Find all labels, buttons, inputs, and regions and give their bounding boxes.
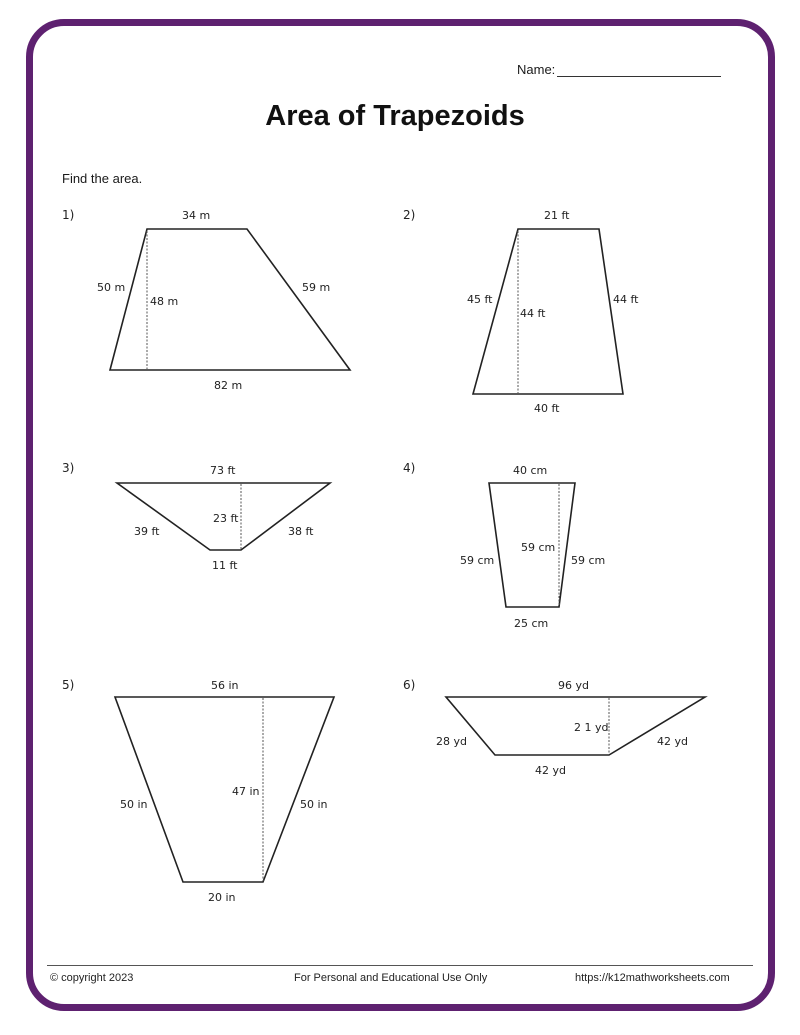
height-label: 47 in <box>232 785 260 798</box>
height-label: 2 1 yd <box>574 721 609 734</box>
top-base-label: 96 yd <box>558 679 589 692</box>
left-side-label: 50 in <box>120 798 148 811</box>
right-side-label: 59 cm <box>571 554 606 567</box>
trapezoid-2 <box>473 229 623 394</box>
top-base-label: 73 ft <box>210 464 236 477</box>
problem-number: 6) <box>403 678 416 692</box>
top-base-label: 34 m <box>182 209 211 222</box>
right-side-label: 59 m <box>302 281 331 294</box>
height-label: 59 cm <box>521 541 556 554</box>
top-base-label: 56 in <box>211 679 239 692</box>
height-label: 48 m <box>150 295 179 308</box>
problem-number: 4) <box>403 461 416 475</box>
copyright-text: © copyright 2023 <box>50 972 134 984</box>
bottom-base-label: 25 cm <box>514 617 549 630</box>
top-base-label: 21 ft <box>544 209 570 222</box>
left-side-label: 45 ft <box>467 293 493 306</box>
problem-number: 5) <box>62 678 75 692</box>
right-side-label: 38 ft <box>288 525 314 538</box>
footer-divider <box>47 965 753 966</box>
bottom-base-label: 42 yd <box>535 764 566 777</box>
problem-number: 3) <box>62 461 75 475</box>
bottom-base-label: 11 ft <box>212 559 238 572</box>
top-base-label: 40 cm <box>513 464 548 477</box>
bottom-base-label: 20 in <box>208 891 236 904</box>
right-side-label: 44 ft <box>613 293 639 306</box>
bottom-base-label: 40 ft <box>534 402 560 415</box>
page-title: Area of Trapezoids <box>265 100 525 132</box>
instructions: Find the area. <box>62 171 143 186</box>
left-side-label: 59 cm <box>460 554 495 567</box>
bottom-base-label: 82 m <box>214 379 243 392</box>
left-side-label: 50 m <box>97 281 126 294</box>
name-label: Name: <box>517 62 556 77</box>
right-side-label: 42 yd <box>657 735 688 748</box>
left-side-label: 39 ft <box>134 525 160 538</box>
left-side-label: 28 yd <box>436 735 467 748</box>
height-label: 44 ft <box>520 307 546 320</box>
height-label: 23 ft <box>213 512 239 525</box>
problem-number: 2) <box>403 208 416 222</box>
usage-text: For Personal and Educational Use Only <box>294 972 488 984</box>
right-side-label: 50 in <box>300 798 328 811</box>
trapezoid-5 <box>115 697 334 882</box>
trapezoid-1 <box>110 229 350 370</box>
problem-number: 1) <box>62 208 75 222</box>
website-link[interactable]: https://k12mathworksheets.com <box>575 972 730 984</box>
